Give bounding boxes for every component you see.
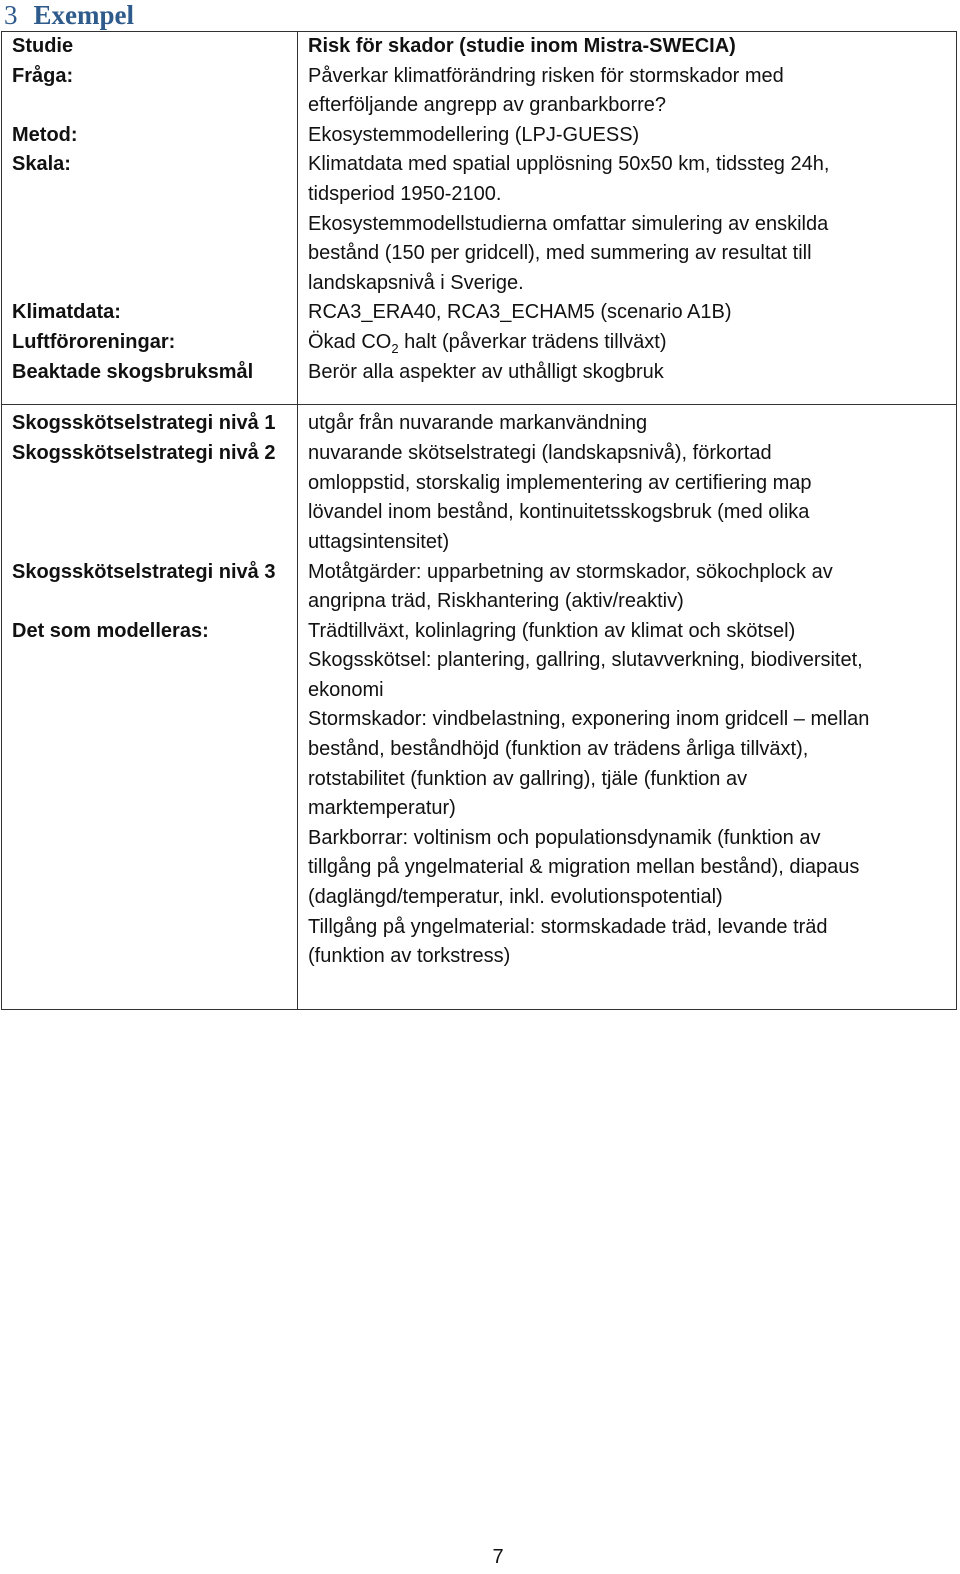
- value-line: Ekosystemmodellstudierna omfattar simulering av enskilda: [308, 212, 829, 235]
- table-row: [2, 328, 957, 358]
- value-line: marktemperatur): [308, 797, 456, 820]
- value-line: Tillgång på yngelmaterial: stormskadade träd, levande träd: [308, 915, 828, 938]
- table-row: [2, 62, 957, 121]
- value-line: (funktion av torkstress): [308, 945, 511, 968]
- row-value-strategi-1: [298, 405, 957, 440]
- value-line: utgår från nuvarande markanvändning: [308, 412, 648, 435]
- value-line: tidsperiod 1950-2100.: [308, 182, 502, 205]
- value-line: (daglängd/temperatur, inkl. evolutionspotential): [308, 886, 723, 909]
- page-number: 7: [492, 1546, 504, 1568]
- value-line: omloppstid, storskalig implementering av certifiering map: [308, 471, 812, 494]
- section-number: 3: [4, 0, 18, 30]
- table-row: [2, 617, 957, 1010]
- value-line: Berör alla aspekter av uthålligt skogbruk: [308, 360, 664, 383]
- value-line: Risk för skador (studie inom Mistra-SWECIA): [308, 35, 736, 57]
- value-line: Påverkar klimatförändring risken för stormskador med: [308, 64, 784, 87]
- row-value-studie: [298, 32, 957, 62]
- row-value-luftfororeningar: [298, 328, 957, 358]
- value-line: nuvarande skötselstrategi (landskapsnivå), förkortad: [308, 442, 772, 465]
- value-line: Klimatdata med spatial upplösning 50x50 km, tidssteg 24h,: [308, 153, 830, 176]
- row-label-skala: Skala:: [2, 150, 298, 298]
- value-line: landskapsnivå i Sverige.: [308, 271, 524, 294]
- value-line: ekonomi: [308, 678, 384, 701]
- study-table: [1, 31, 957, 1010]
- value-line: Motåtgärder: upparbetning av stormskador, sökochplock av: [308, 560, 833, 583]
- table-row: [2, 439, 957, 557]
- row-label-strategi-1: Skogsskötselstrategi nivå 1: [2, 405, 298, 440]
- value-line: bestånd, beståndhöjd (funktion av trädens årliga tillväxt),: [308, 738, 809, 761]
- value-line: Trädtillväxt, kolinlagring (funktion av klimat och skötsel): [308, 619, 796, 642]
- value-line: Skogsskötsel: plantering, gallring, slutavverkning, biodiversitet,: [308, 649, 863, 672]
- co2-line: [308, 328, 946, 358]
- row-value-strategi-3: [298, 558, 957, 617]
- co2-subscript: 2: [391, 340, 399, 356]
- row-label-luftfororeningar: Luftföroreningar:: [2, 328, 298, 358]
- section-title: Exempel: [33, 0, 134, 30]
- row-value-klimatdata: [298, 298, 957, 328]
- table-row: [2, 358, 957, 405]
- row-label-strategi-2: Skogsskötselstrategi nivå 2: [2, 439, 298, 557]
- co2-rest: halt (påverkar trädens tillväxt): [398, 330, 667, 353]
- value-line: RCA3_ERA40, RCA3_ECHAM5 (scenario A1B): [308, 301, 732, 324]
- row-label-studie: Studie: [2, 32, 298, 62]
- value-line: efterföljande angrepp av granbarkborre?: [308, 94, 667, 117]
- value-line: angripna träd, Riskhantering (aktiv/reaktiv): [308, 590, 684, 613]
- row-label-skogsbruksmal: Beaktade skogsbruksmål: [2, 358, 298, 405]
- table-row: [2, 558, 957, 617]
- row-value-skogsbruksmal: [298, 358, 957, 405]
- row-label-klimatdata: Klimatdata:: [2, 298, 298, 328]
- row-label-modelleras: Det som modelleras:: [2, 617, 298, 1010]
- table-row: [2, 32, 957, 62]
- row-value-fraga: [298, 62, 957, 121]
- table-row: [2, 405, 957, 440]
- value-line: lövandel inom bestånd, kontinuitetsskogsbruk (med olika: [308, 501, 810, 524]
- value-line: bestånd (150 per gridcell), med summering av resultat till: [308, 242, 812, 265]
- row-value-modelleras: [298, 617, 957, 1010]
- table-row: [2, 150, 957, 298]
- row-label-metod: Metod:: [2, 121, 298, 151]
- co2-text: Ökad CO: [308, 330, 392, 353]
- value-line: tillgång på yngelmaterial & migration mellan bestånd), diapaus: [308, 856, 860, 879]
- row-label-strategi-3: Skogsskötselstrategi nivå 3: [2, 558, 298, 617]
- row-value-metod: [298, 121, 957, 151]
- value-line: Stormskador: vindbelastning, exponering inom gridcell – mellan: [308, 708, 870, 731]
- section-heading: [4, 0, 134, 30]
- value-line: Ekosystemmodellering (LPJ-GUESS): [308, 123, 640, 146]
- table-row: [2, 298, 957, 328]
- table-row: [2, 121, 957, 151]
- value-line: Barkborrar: voltinism och populationsdynamik (funktion av: [308, 826, 821, 849]
- row-value-skala: [298, 150, 957, 298]
- row-label-fraga: Fråga:: [2, 62, 298, 121]
- value-line: rotstabilitet (funktion av gallring), tjäle (funktion av: [308, 767, 748, 790]
- value-line: uttagsintensitet): [308, 530, 450, 553]
- row-value-strategi-2: [298, 439, 957, 557]
